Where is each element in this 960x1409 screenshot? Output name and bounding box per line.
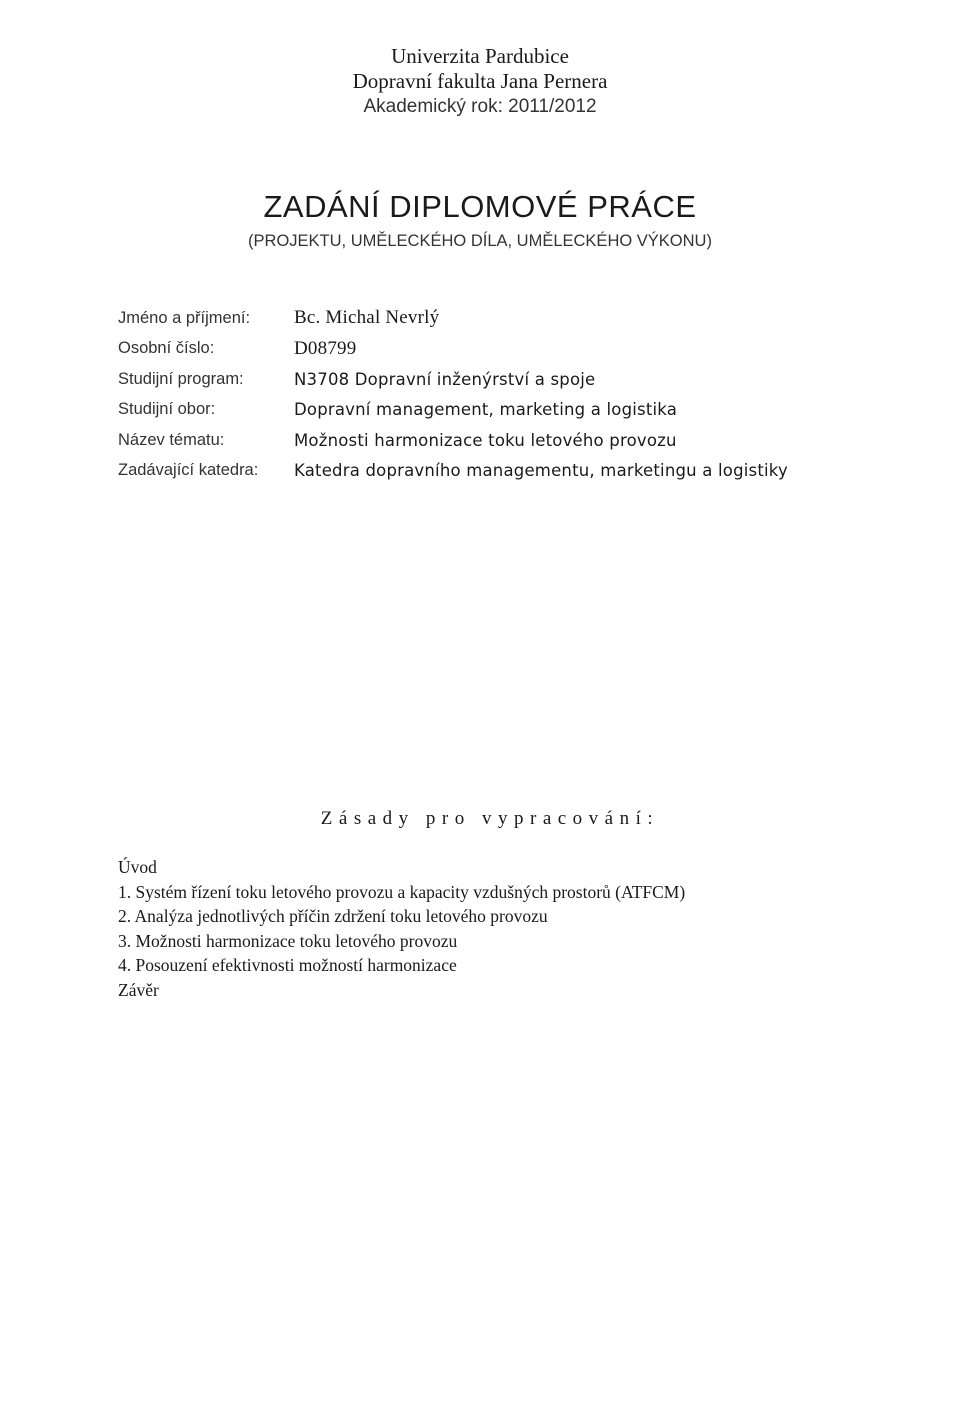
list-item: 3. Možnosti harmonizace toku letového provozu [118,930,458,951]
info-row-personal-number [118,334,788,365]
info-value-topic: Možnosti harmonizace toku letového provozu [294,430,677,450]
document-header [0,44,960,119]
info-value-study-field: Dopravní management, marketing a logistika [294,400,678,420]
list-item: Úvod [118,857,157,877]
document-title: ZADÁNÍ DIPLOMOVÉ PRÁCE [263,189,697,224]
document-subtitle: (PROJEKTU, UMĚLECKÉHO DÍLA, UMĚLECKÉHO VÝKONU) [248,232,712,250]
info-value-personal-number: D08799 [294,337,357,359]
list-item: 2. Analýza jednotlivých příčin zdržení toku letového provozu [118,906,548,926]
info-value-name: Bc. Michal Nevrlý [294,307,440,329]
info-row-study-field [118,395,788,426]
info-row-department [118,456,788,487]
student-info-table [118,303,788,486]
academic-year: Akademický rok: 2011/2012 [363,96,597,117]
info-label: Osobní číslo: [118,339,215,358]
faculty-name: Dopravní fakulta Jana Pernera [352,69,608,93]
info-label: Studijní obor: [118,400,216,419]
info-value-department: Katedra dopravního managementu, marketingu a logistiky [294,461,788,481]
list-item: 4. Posouzení efektivnosti možností harmonizace [118,955,457,975]
info-label: Jméno a příjmení: [118,308,251,327]
info-label: Název tématu: [118,430,225,449]
info-row-study-program [118,364,788,395]
university-name: Univerzita Pardubice [391,44,569,68]
list-item: Závěr [118,979,159,1000]
rules-list [118,855,685,1002]
info-label: Zadávající katedra: [118,461,259,480]
info-row-name [118,303,788,334]
title-block [0,188,960,252]
list-item: 1. Systém řízení toku letového provozu a kapacity vzdušných prostorů (ATFCM) [118,881,686,902]
info-row-topic [118,425,788,456]
info-value-study-program: N3708 Dopravní inženýrství a spoje [294,369,596,389]
rules-heading: Zásady pro vypracování: [320,808,660,829]
info-label: Studijní program: [118,369,244,388]
